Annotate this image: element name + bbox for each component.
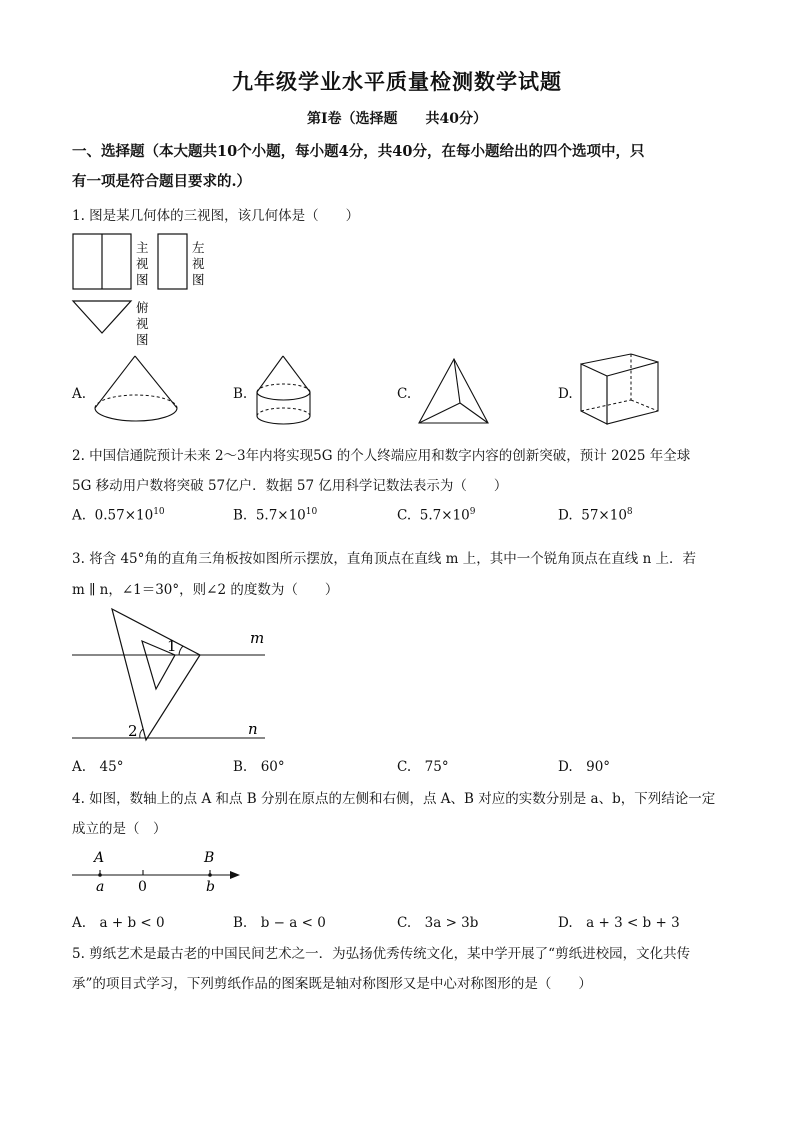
q2-stem-line2: 5G 移动用户数将突破 57亿户．数据 57 亿用科学记数法表示为（ ） [72, 478, 508, 494]
q1-option-d-prism [576, 352, 666, 432]
q1-view-label-side-2: 视 [192, 256, 205, 271]
q3-stem-line1: 3. 将含 45°角的直角三角板按如图所示摆放，直角顶点在直线 m 上，其中一个锐角顶点在直线 n 上．若 [72, 551, 697, 567]
q4-value-a-label: a [96, 879, 105, 895]
q4-option-b: B. b − a < 0 [233, 915, 326, 931]
q1-view-label-top-2: 视 [136, 316, 149, 331]
q3-option-b: B. 60° [233, 759, 285, 775]
q5-stem-line1: 5. 剪纸艺术是最古老的中国民间艺术之一．为弘扬优秀传统文化，某中学开展了“剪纸进校园，文化共传 [72, 946, 691, 962]
q2-option-b: B. $5.7\times 10^{10}$ [233, 507, 318, 524]
q1-option-a-cone [90, 352, 200, 432]
section-subtitle: 第Ⅰ卷（选择题 共40分） [306, 111, 488, 127]
q1-option-c-label: C. [397, 386, 412, 402]
q1-three-views-figure [70, 230, 220, 350]
q3-angle2-label: 2 [128, 722, 138, 740]
q5-stem-line2: 承”的项目式学习，下列剪纸作品的图案既是轴对称图形又是中心对称图形的是（ ） [72, 976, 592, 992]
q1-view-label-front-3: 图 [136, 272, 149, 287]
q3-option-c: C. 75° [397, 759, 449, 775]
q1-view-label-front-1: 主 [136, 240, 149, 255]
q1-option-b-cone-cylinder [252, 352, 332, 432]
q3-stem-line2: m ∥ n，∠1＝30°，则∠2 的度数为（ ） [72, 582, 339, 598]
q4-number-line-figure [70, 846, 250, 896]
q4-arrow-head [230, 871, 240, 879]
q1-view-label-front-2: 视 [136, 256, 149, 271]
q4-point-B-label: B [204, 850, 215, 866]
section-instruction-line2: 有一项是符合题目要求的.） [72, 173, 252, 190]
q4-stem-line2: 成立的是（ ） [72, 821, 167, 837]
q3-set-square-outer [112, 609, 200, 740]
q4-value-b-label: b [206, 879, 215, 895]
q2-option-a: A. $0.57\times 10^{10}$ [72, 507, 165, 524]
q2-stem-line1: 2. 中国信通院预计未来 2～3年内将实现5G 的个人终端应用和数字内容的创新突破，预计 2025 年全球 [72, 448, 691, 464]
q4-option-c: C. 3a > 3b [397, 915, 479, 931]
q1-stem: 1. 图是某几何体的三视图，该几何体是（ ） [72, 208, 360, 224]
q1-front-view [73, 234, 131, 289]
q1-top-view [73, 301, 131, 333]
q1-view-label-side-3: 图 [192, 272, 205, 287]
q4-origin-label: 0 [138, 879, 147, 895]
q3-label-m: m [250, 629, 265, 647]
page-title: 九年级学业水平质量检测数学试题 [232, 69, 562, 94]
q1-view-label-top-1: 俯 [136, 300, 149, 315]
q2-option-d: D. $57\times 10^8$ [558, 507, 633, 524]
section-instruction-line1: 一、选择题（本大题共10个小题，每小题4分，共40分，在每小题给出的四个选项中，只 [72, 143, 645, 160]
q3-option-a: A. 45° [72, 759, 124, 775]
q1-option-d-label: D. [558, 386, 573, 402]
q1-view-label-side-1: 左 [192, 240, 205, 255]
q1-option-a-label: A. [72, 386, 87, 402]
q4-stem-line1: 4. 如图，数轴上的点 A 和点 B 分别在原点的左侧和右侧，点 A、B 对应的实数分别是 a、b，下列结论一定 [72, 791, 716, 807]
q4-option-a: A. a + b < 0 [72, 915, 165, 931]
q3-triangle-figure [70, 605, 280, 745]
q4-point-A-label: A [94, 850, 105, 866]
q1-option-c-tetrahedron [414, 355, 494, 430]
q3-label-n: n [248, 720, 258, 738]
q1-view-label-top-3: 图 [136, 332, 149, 347]
q2-option-c: C. $5.7\times 10^9$ [397, 507, 476, 524]
q3-option-d: D. 90° [558, 759, 611, 775]
q1-option-b-label: B. [233, 386, 248, 402]
q1-side-view [158, 234, 187, 289]
q4-option-d: D. a + 3 < b + 3 [558, 915, 680, 931]
q3-angle1-label: 1 [167, 637, 177, 655]
